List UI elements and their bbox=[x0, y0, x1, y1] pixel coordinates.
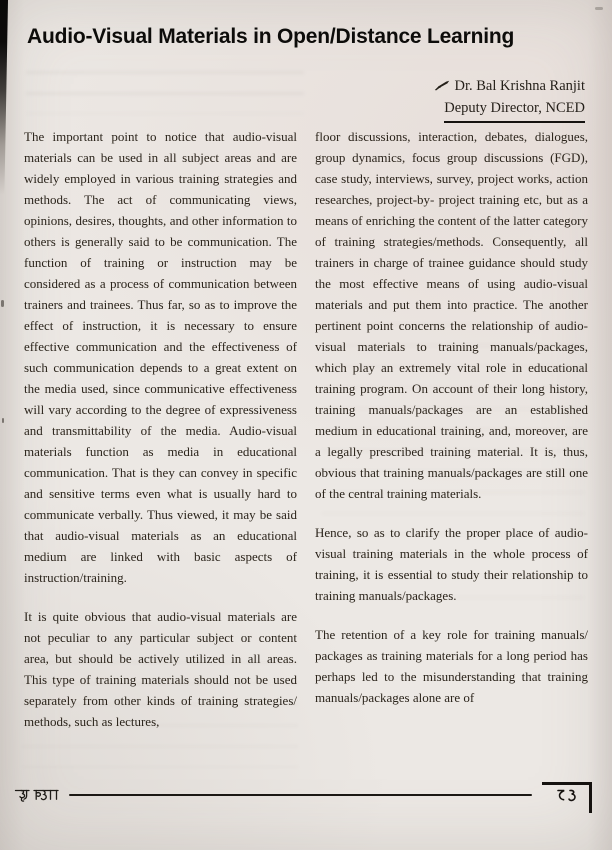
page-footer bbox=[14, 782, 592, 816]
paragraph: The important point to notice that audio-visual materials can be used in all subject areas and are widely employed in various training strategies and methods. The act of communicating views, opinions, desires, thoughts, and other information to others is generally said to be communication. The function of training or instruction may be considered as a process of communication between trainers and trainees. Thus far, so as to improve the effect of instruction, it is necessary to ensure effective communication and the effectiveness of such communication depends to a great extent on the media used, since communicative effectiveness will vary according to the degree of expressiveness and transmittability of the media. Audio-visual materials function as media in educational communication. That is they can convey in specific and sensitive terms even what is usually hard to communicate verbally. Thus viewed, it may be said that audio-visual materials as an educational medium are linked with basic aspects of instruction/training. bbox=[24, 129, 297, 585]
scan-speck bbox=[2, 418, 4, 423]
paragraph: floor discussions, interaction, debates, dialogues, group dynamics, focus group discussions (FGD), case study, interviews, survey, project works, action researches, project-by- project training etc, but as a means of enriching the content of the latter category of training strategies/methods. Consequently, all trainers in charge of trainee guidance should study the most effective means of using audio-visual materials and put them into practice. The another pertinent point concerns the relationship of audio-visual materials to training manuals/packages, which play an extremely vital role in educational training program. On account of their long history, training manuals/packages are an established medium in educational training, and, moreover, are a legally prescribed training material. It is, thus, obvious that training manuals/packages are still one of the central training materials. bbox=[315, 129, 588, 501]
scan-shadow-left-edge bbox=[0, 0, 8, 195]
page-number-devanagari bbox=[542, 782, 592, 813]
author-name: Dr. Bal Krishna Ranjit bbox=[454, 78, 585, 94]
author-role: Deputy Director, NCED bbox=[444, 98, 585, 123]
ink-bleed-through bbox=[26, 58, 304, 114]
paragraph: Hence, so as to clarify the proper place of audio-visual training materials in the whole process of training, it is essential to study their relationship to training manuals/packages. bbox=[315, 525, 588, 603]
article-body bbox=[24, 126, 588, 782]
paragraph: The retention of a key role for training manuals/ packages as training materials for a long period has perhaps led to the misunderstanding that training manuals/packages alone are of bbox=[315, 627, 588, 705]
scan-speck bbox=[595, 7, 603, 10]
pen-icon bbox=[434, 77, 450, 97]
column-right bbox=[315, 126, 588, 782]
byline-author-line bbox=[434, 76, 586, 97]
column-left bbox=[24, 126, 297, 782]
footer-rule bbox=[69, 794, 532, 796]
byline bbox=[434, 76, 586, 123]
journal-name-devanagari bbox=[14, 787, 60, 805]
article-title: Audio-Visual Materials in Open/Distance Learning bbox=[27, 25, 515, 48]
scan-speck bbox=[1, 300, 4, 307]
paragraph: It is quite obvious that audio-visual materials are not peculiar to any particular subject or content area, but should be actively utilized in all areas. This type of training materials should not be used separately from other kinds of training strategies/ methods, such as lectures, bbox=[24, 609, 297, 729]
